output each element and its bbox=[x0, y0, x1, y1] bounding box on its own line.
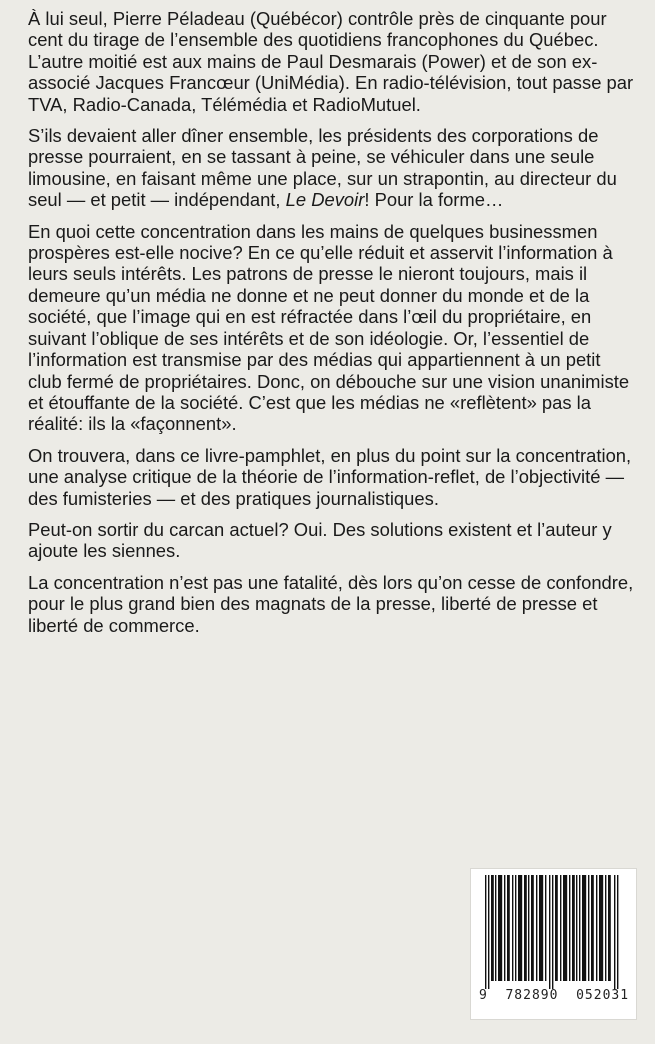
barcode-bars bbox=[483, 875, 623, 989]
paragraph-ownership: À lui seul, Pierre Péladeau (Québécor) contrôle près de cinquante pour cent du tirage de l’ensemble des quotidiens francophones du Québec. L’autre moitié est aux mains de Paul Desmarais (Power) et de son ex-associé Jacques Francœur (UniMédia). En radio-télévision, tout passe par TVA, Radio-Canada, Télémédia et RadioMutuel. bbox=[28, 8, 634, 115]
paragraph-conclusion: La concentration n’est pas une fatalité, dès lors qu’on cesse de confondre, pour le plus grand bien des magnats de la presse, liberté de presse et liberté de commerce. bbox=[28, 571, 634, 636]
paragraph-solutions: Peut-on sortir du carcan actuel? Oui. Des solutions existent et l’auteur y ajoute les siennes. bbox=[28, 518, 612, 562]
paragraph-limousine bbox=[28, 125, 636, 211]
isbn-digits: 9 782890 052031 bbox=[479, 988, 630, 1003]
paragraph-concentration: En quoi cette concentration dans les mains de quelques businessmen prospères est-elle nocive? En ce qu’elle réduit et asservit l’information à leurs seuls intérêts. Les patrons de presse le nieront toujours, mais il demeure qu’un média ne donne et ne peut donner du monde et de la société, que l’image qui en est réfractée dans l’œil du propriétaire, en suivant l’oblique de ses intérêts et de son idéologie. Or, l’essentiel de l’information est transmise par des médias qui appartiennent à un petit club fermé de propriétaires. Donc, on débouche sur une vision unanimiste et étouffante de la société. C’est que les médias ne «reflètent» pas la réalité: ils la «façonnent». bbox=[28, 220, 630, 435]
paragraph-book-contents: On trouvera, dans ce livre-pamphlet, en plus du point sur la concentration, une analyse critique de la théorie de l’information-reflet, de l’objectivité — des fumisteries — et des pratiques journalistiques. bbox=[28, 444, 632, 509]
isbn-barcode bbox=[470, 868, 637, 1020]
paragraph-limousine-start: S’ils devaient aller dîner ensemble, les présidents des corporations de presse pourraient, en se tassant à peine, se véhiculer dans une seule limousine, en faisant même une place, sur un strapontin, au directeur du seul — et petit — indépendant, bbox=[28, 125, 617, 211]
paragraph-limousine-end: ! Pour la forme… bbox=[364, 189, 504, 211]
back-cover-text bbox=[28, 8, 636, 646]
newspaper-title: Le Devoir bbox=[285, 189, 365, 211]
